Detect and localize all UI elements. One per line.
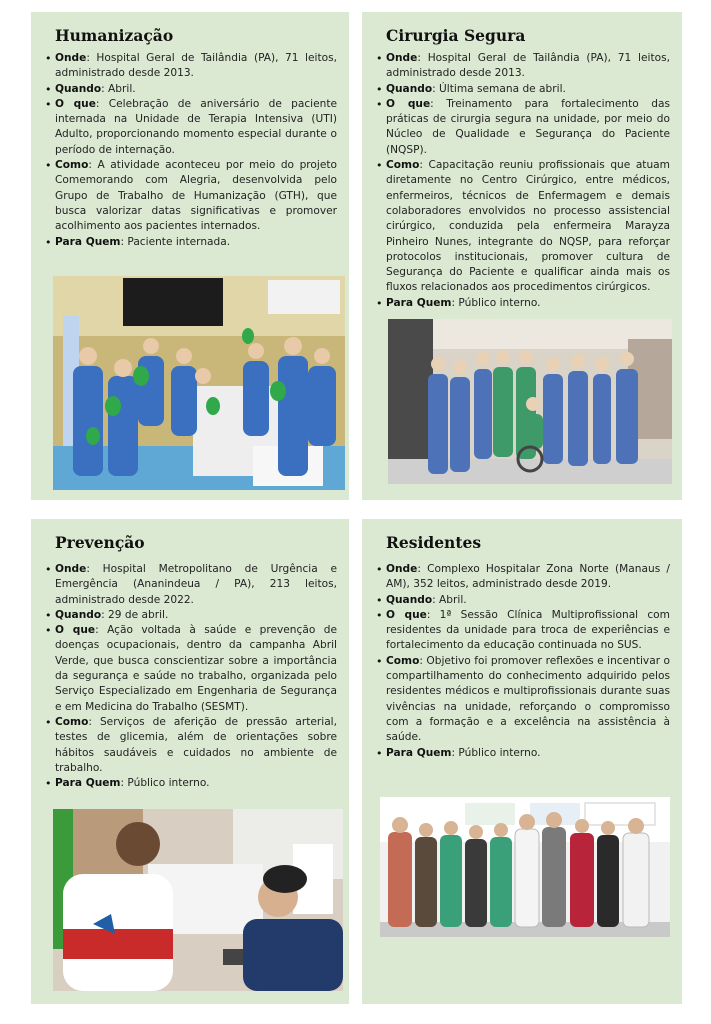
info-list [45, 562, 337, 791]
list-item: • O que: Celebração de aniversário de paciente internada na Unidade de Terapia Intensiva (UTI) Adulto, proporcionando momento especial durante o período de internação. [45, 97, 337, 158]
photo-surgical-team [388, 319, 672, 484]
list-item: • Como: Capacitação reuniu profissionais que atuam diretamente no Centro Cirúrgico, entre médicos, enfermeiros, técnicos de Enfermagem e demais colaboradores envolvidos no processo assistencial cirúrgico, conduzida pela enfermeira Marayza Pinheiro Nunes, integrante do NQSP, para reforçar protocolos institucionais, promover cultura de Segurança do Paciente e qualificar ainda mais os fluxos relacionados aos procedimentos cirúrgicos. [376, 158, 670, 296]
card-title: Residentes [386, 533, 482, 552]
info-list [376, 562, 670, 761]
photo-residents-group [380, 797, 670, 937]
list-item: • Quando: Abril. [45, 82, 337, 97]
photo-health-check [53, 809, 343, 991]
card-title: Humanização [55, 26, 174, 45]
list-item: • Quando: Última semana de abril. [376, 82, 670, 97]
list-item: • Para Quem: Público interno. [45, 776, 337, 791]
list-item: • O que: Treinamento para fortalecimento das práticas de cirurgia segura na unidade, por meio do Núcleo de Qualidade e Segurança do Paciente (NQSP). [376, 97, 670, 158]
card-title: Prevenção [55, 533, 145, 552]
list-item: • Para Quem: Paciente internada. [45, 235, 337, 250]
photo-uti-celebration [53, 276, 345, 490]
list-item: • Quando: 29 de abril. [45, 608, 337, 623]
card-title: Cirurgia Segura [386, 26, 526, 45]
list-item: • O que: Ação voltada à saúde e prevenção de doenças ocupacionais, dentro da campanha Abril Verde, que busca conscientizar sobre a importância da segurança e saúde no trabalho, organizada pelo Serviço Especializado em Engenharia de Segurança e em Medicina do Trabalho (SESMT). [45, 623, 337, 715]
list-item: • Como: A atividade aconteceu por meio do projeto Comemorando com Alegria, desenvolvida pelo Grupo de Trabalho de Humanização (GTH), que busca valorizar datas significativas e promover acolhimento aos pacientes internados. [45, 158, 337, 234]
list-item: • Para Quem: Público interno. [376, 296, 670, 311]
list-item: • Onde: Hospital Metropolitano de Urgência e Emergência (Ananindeua / PA), 213 leitos, administrado desde 2022. [45, 562, 337, 608]
info-list [376, 51, 670, 311]
list-item: • Onde: Complexo Hospitalar Zona Norte (Manaus / AM), 352 leitos, administrado desde 2019. [376, 562, 670, 593]
list-item: • Quando: Abril. [376, 593, 670, 608]
list-item: • O que: 1ª Sessão Clínica Multiprofissional com residentes da unidade para troca de experiências e fortalecimento da educação continuada no SUS. [376, 608, 670, 654]
list-item: • Como: Serviços de aferição de pressão arterial, testes de glicemia, além de orientações sobre hábitos saudáveis e cuidados no ambiente de trabalho. [45, 715, 337, 776]
list-item: • Como: Objetivo foi promover reflexões e incentivar o compartilhamento do conhecimento adquirido pelos residentes médicos e multiprofissionais durante suas vivências na unidade, reforçando o compromisso com a formação e a excelência na assistência à saúde. [376, 654, 670, 746]
info-list [45, 51, 337, 250]
list-item: • Onde: Hospital Geral de Tailândia (PA), 71 leitos, administrado desde 2013. [376, 51, 670, 82]
list-item: • Para Quem: Público interno. [376, 746, 670, 761]
list-item: • Onde: Hospital Geral de Tailândia (PA), 71 leitos, administrado desde 2013. [45, 51, 337, 82]
